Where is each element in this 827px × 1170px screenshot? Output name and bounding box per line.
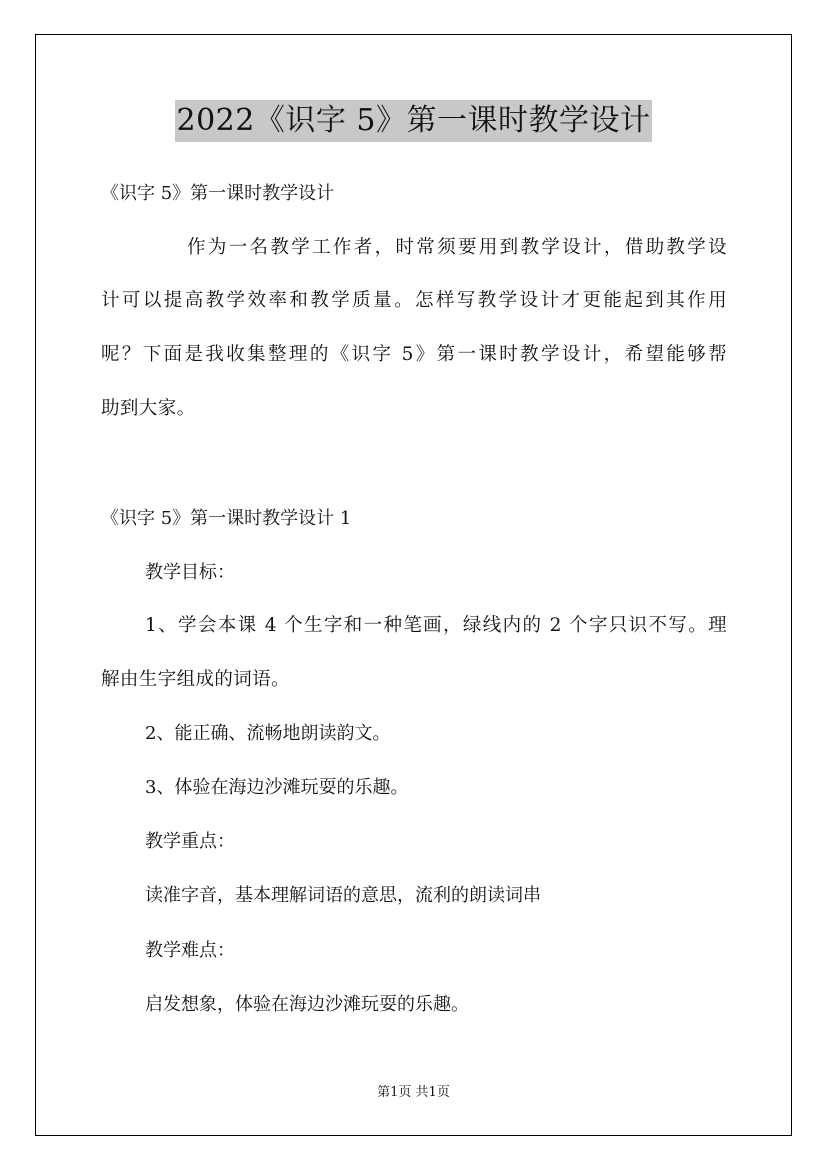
intro-line-4: 助到大家。	[101, 398, 196, 419]
difficulties-text: 启发想象，体验在海边沙滩玩耍的乐趣。	[145, 994, 469, 1015]
goal-2: 2、能正确、流畅地朗读韵文。	[145, 723, 391, 744]
page-footer: 第1页 共1页	[377, 1085, 450, 1100]
section-heading: 《识字 5》第一课时教学设计 1	[101, 508, 352, 529]
difficulties-label: 教学难点：	[145, 940, 235, 961]
key-points-label: 教学重点：	[145, 831, 235, 852]
intro-line-3: 呢？下面是我收集整理的《识字 5》第一课时教学设计，希望能够帮	[101, 344, 727, 365]
key-points-text: 读准字音，基本理解词语的意思，流利的朗读词串	[145, 885, 541, 906]
goal-1-line-2: 解由生字组成的词语。	[101, 669, 291, 690]
document-title: 2022《识字 5》第一课时教学设计	[175, 100, 653, 142]
goal-1-line-1: 1、学会本课 4 个生字和一种笔画，绿线内的 2 个字只识不写。理	[145, 615, 727, 636]
goals-label: 教学目标：	[145, 562, 235, 583]
document-subtitle: 《识字 5》第一课时教学设计	[101, 183, 335, 204]
intro-line-1: 作为一名教学工作者，时常须要用到教学设计，借助教学设	[187, 237, 727, 258]
intro-line-2: 计可以提高教学效率和教学质量。怎样写教学设计才更能起到其作用	[101, 290, 727, 311]
title-container	[0, 100, 827, 142]
goal-3: 3、体验在海边沙滩玩耍的乐趣。	[145, 777, 409, 798]
